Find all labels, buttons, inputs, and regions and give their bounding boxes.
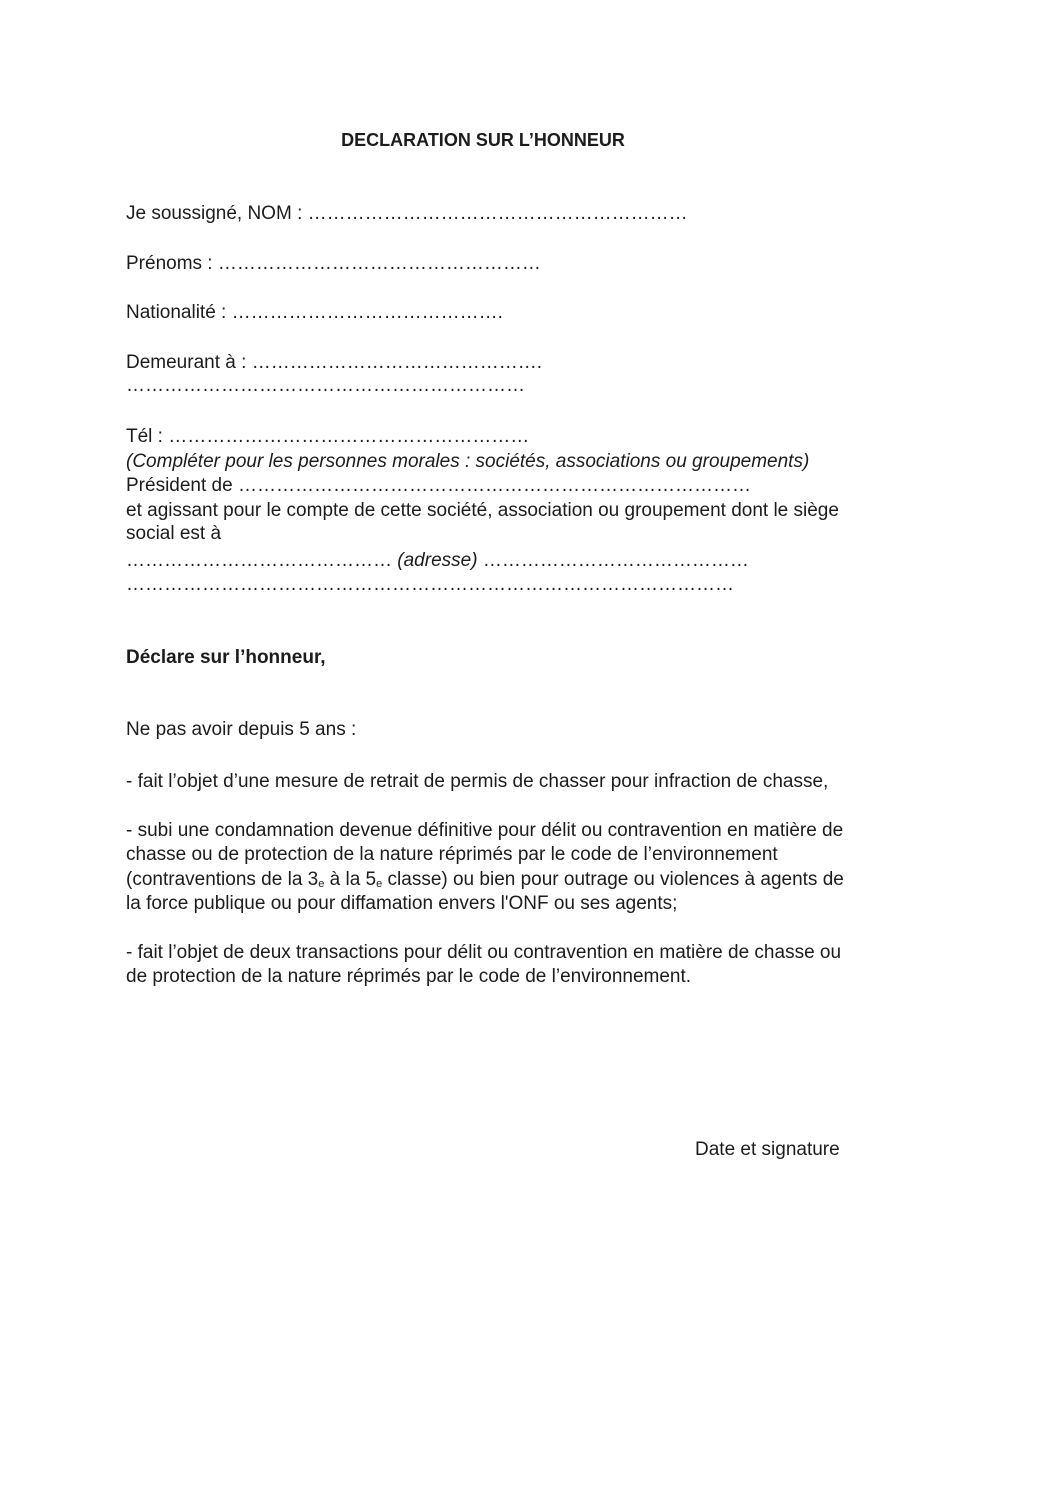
item-2-line-4: la force publique ou pour diffamation envers l'ONF ou ses agents; — [126, 893, 678, 914]
nom-field — [126, 202, 688, 226]
address-dots-line2: …………………………………………………………………………………… — [126, 574, 734, 595]
prenoms-label: Prénoms : — [126, 253, 213, 274]
signature-label: Date et signature — [695, 1139, 840, 1160]
nationalite-dots: ……………………………………. — [231, 302, 503, 323]
tel-field — [126, 425, 529, 449]
item-2-line-3-c: classe) ou bien pour outrage ou violences à agents de — [382, 869, 844, 890]
nom-dots: …………………………………………………… — [307, 203, 688, 224]
agissant-line-2: social est à — [126, 523, 222, 544]
moral-person-note: (Compléter pour les personnes morales : sociétés, associations ou groupements) — [126, 451, 810, 472]
president-dots: ……………………………………………………………………… — [237, 475, 751, 496]
agissant-line-1: et agissant pour le compte de cette société, association ou groupement dont le siège — [126, 500, 839, 521]
item-1: - fait l’objet d’une mesure de retrait de permis de chasser pour infraction de chasse, — [126, 771, 829, 792]
address-dots-after: …………………………………… — [482, 550, 749, 571]
address-dots-before: …………………………………… — [126, 550, 392, 571]
item-2-line-1: - subi une condamnation devenue définitive pour délit ou contravention en matière de — [126, 820, 844, 841]
demeurant-label: Demeurant à : — [126, 352, 247, 373]
item-2-line-3-a: (contraventions de la 3 — [126, 869, 319, 890]
demeurant-dots: ………………………………………. — [251, 352, 542, 373]
item-2-line-3-b: à la 5 — [324, 869, 377, 890]
page-title: DECLARATION SUR L’HONNEUR — [341, 130, 625, 150]
superscript-e: e — [318, 878, 325, 890]
declare-heading: Déclare sur l’honneur, — [126, 647, 326, 668]
nationalite-label: Nationalité : — [126, 302, 227, 323]
prenoms-dots: …………………………………………… — [217, 253, 541, 274]
superscript-e: e — [376, 878, 383, 890]
president-label: Président de — [126, 475, 233, 496]
nom-label: Je soussigné, NOM : — [126, 203, 303, 224]
demeurant-dots-line2: ……………………………………………………… — [126, 375, 525, 396]
tel-label: Tél : — [126, 426, 163, 447]
address-field — [126, 549, 749, 573]
prenoms-field — [126, 252, 541, 276]
tel-dots: ………………………………………………… — [168, 426, 530, 447]
address-label: (adresse) — [397, 550, 478, 571]
nationalite-field — [126, 301, 503, 325]
intro-text: Ne pas avoir depuis 5 ans : — [126, 719, 357, 740]
president-field — [126, 474, 751, 498]
item-2-line-2: chasse ou de protection de la nature réprimés par le code de l’environnement — [126, 844, 778, 865]
item-3-line-2: de protection de la nature réprimés par le code de l’environnement. — [126, 966, 692, 987]
item-3-line-1: - fait l’objet de deux transactions pour délit ou contravention en matière de chasse ou — [126, 942, 842, 963]
demeurant-field — [126, 351, 542, 375]
